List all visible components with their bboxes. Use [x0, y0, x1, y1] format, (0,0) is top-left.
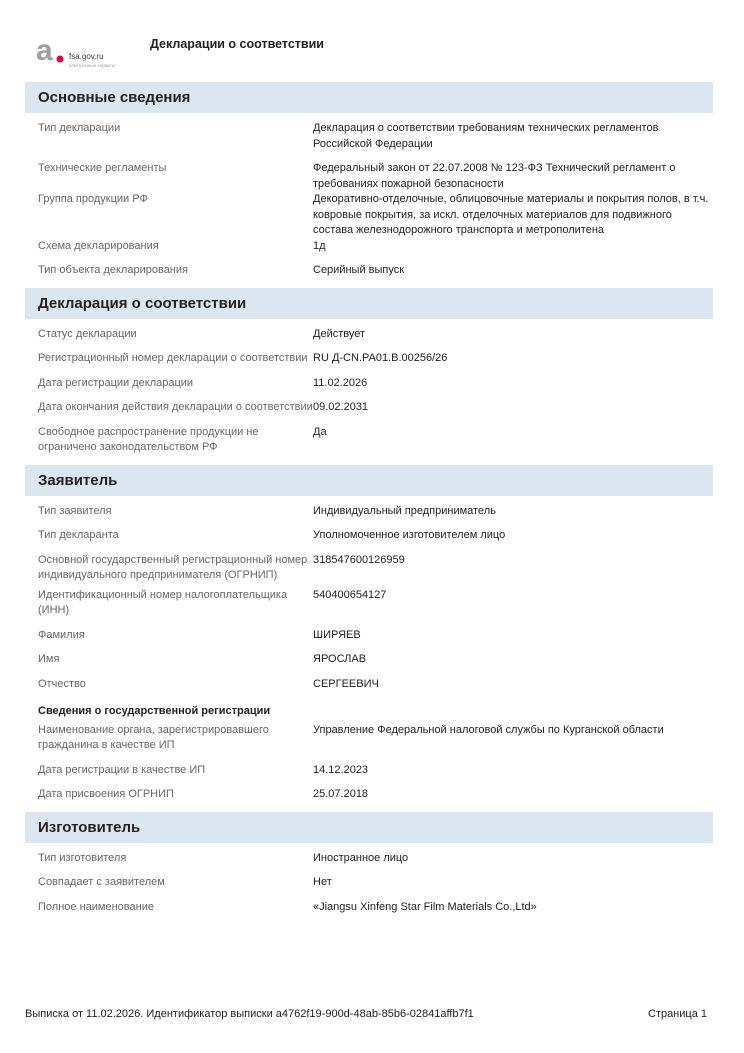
extract-info: Выписка от 11.02.2026. Идентификатор выписки a4762f19-900d-48ab-85b6-02841affb7f1 — [25, 1008, 474, 1020]
field-label: Технические регламенты — [38, 162, 167, 174]
field-value: ШИРЯЕВ — [313, 628, 361, 641]
field-label: Регистрационный номер декларации о соответствии — [38, 352, 308, 364]
field-label: Тип заявителя — [38, 504, 112, 517]
page-footer — [25, 1008, 707, 1020]
field-label: Дата регистрации в качестве ИП — [38, 763, 206, 776]
field-value: 540400654127 — [313, 588, 387, 601]
field-row — [25, 351, 713, 376]
field-value: 14.12.2023 — [313, 763, 369, 776]
field-row — [25, 192, 713, 239]
field-label: Тип объекта декларирования — [38, 264, 188, 276]
field-label: Имя — [38, 653, 60, 665]
field-row — [25, 528, 713, 553]
subsection-title: Сведения о государственной регистрации — [38, 705, 271, 717]
section-title: Изготовитель — [25, 812, 713, 843]
field-row — [25, 239, 713, 264]
field-row — [25, 588, 713, 628]
field-row — [25, 553, 713, 588]
section-title: Декларация о соответствии — [25, 288, 713, 319]
field-value: Федеральный закон от 22.07.2008 № 123-ФЗ Технический регламент о требованиях пожарной безопасности — [313, 162, 676, 190]
field-label: Отчество — [38, 677, 86, 690]
field-row — [25, 652, 713, 677]
field-label: Статус декларации — [38, 327, 137, 340]
field-value: Управление Федеральной налоговой службы по Курганской области — [313, 723, 664, 736]
section-manufacturer — [25, 812, 713, 925]
field-row — [25, 161, 713, 192]
field-value: Серийный выпуск — [313, 264, 405, 276]
field-value: Уполномоченное изготовителем лицо — [313, 529, 506, 541]
section-declaration — [25, 288, 713, 465]
field-row — [25, 723, 713, 763]
section-applicant — [25, 465, 713, 812]
field-label: Наименование органа, зарегистрировавшего гражданина в качестве ИП — [38, 723, 269, 751]
fsa-logo-icon — [35, 35, 69, 69]
field-value: СЕРГЕЕВИЧ — [313, 677, 379, 690]
document-header — [25, 30, 713, 84]
section-main-info — [25, 82, 713, 288]
field-row — [25, 787, 713, 812]
field-row — [25, 900, 713, 925]
field-label: Тип изготовителя — [38, 851, 127, 864]
field-label: Дата регистрации декларации — [38, 376, 194, 389]
field-value: Нет — [313, 876, 332, 888]
field-value: 11.02.2026 — [313, 376, 368, 389]
field-label: Схема декларирования — [38, 239, 159, 252]
logo-subtitle: электронные сервисы — [69, 63, 116, 68]
field-label: Тип декларанта — [38, 529, 119, 541]
field-label: Основной государственный регистрационный номер индивидуального предпринимателя (ОГРНИП) — [38, 553, 308, 581]
field-value: Декоративно-отделочные, облицовочные материалы и покрытия полов, в т.ч. ковровые покрытия, за искл. отделочных материалов для подвижного состава железнодорожного транспорта и метрополитена — [313, 193, 709, 236]
field-row — [25, 628, 713, 653]
svg-text:a: a — [36, 35, 53, 67]
field-label: Дата присвоения ОГРНИП — [38, 788, 174, 800]
field-value: 1д — [313, 239, 326, 252]
field-label: Идентификационный номер налогоплательщика (ИНН) — [38, 588, 288, 616]
field-label: Тип декларации — [38, 122, 121, 134]
field-row — [25, 851, 713, 876]
field-row — [25, 327, 713, 352]
section-title: Основные сведения — [25, 82, 713, 113]
field-value: «Jiangsu Xinfeng Star Film Materials Co.,Ltd» — [313, 900, 537, 913]
field-label: Полное наименование — [38, 900, 154, 913]
field-value: Да — [313, 425, 327, 438]
logo-domain: fsa.gov.ru — [69, 52, 104, 61]
field-row — [25, 425, 713, 465]
document-title: Декларации о соответствии — [150, 37, 324, 51]
section-title: Заявитель — [25, 465, 713, 496]
document-body — [25, 82, 713, 924]
field-value: Действует — [313, 327, 366, 340]
field-row — [25, 763, 713, 788]
field-value: 318547600126959 — [313, 553, 405, 566]
field-value: ЯРОСЛАВ — [313, 653, 367, 665]
field-value: 09.02.2031 — [313, 401, 369, 413]
field-value: Декларация о соответствии требованиям технических регламентов Российской Федерации — [313, 122, 659, 150]
page-number: Страница 1 — [647, 1008, 707, 1020]
field-row — [25, 400, 713, 425]
field-row — [25, 504, 713, 529]
field-row — [25, 263, 713, 288]
fsa-logo — [35, 35, 125, 69]
field-value: 25.07.2018 — [313, 788, 369, 800]
field-row — [25, 121, 713, 161]
field-row — [25, 376, 713, 401]
field-label: Дата окончания действия декларации о соответствии — [38, 401, 313, 413]
field-value: Иностранное лицо — [313, 851, 409, 864]
field-label: Группа продукции РФ — [38, 193, 148, 205]
field-row — [25, 677, 713, 705]
field-label: Свободное распространение продукции не ограничено законодательством РФ — [38, 425, 259, 453]
field-value: RU Д-CN.PA01.В.00256/26 — [313, 352, 448, 364]
field-label: Фамилия — [38, 628, 85, 641]
field-row — [25, 875, 713, 900]
field-label: Совпадает с заявителем — [38, 876, 165, 888]
field-value: Индивидуальный предприниматель — [313, 504, 496, 517]
